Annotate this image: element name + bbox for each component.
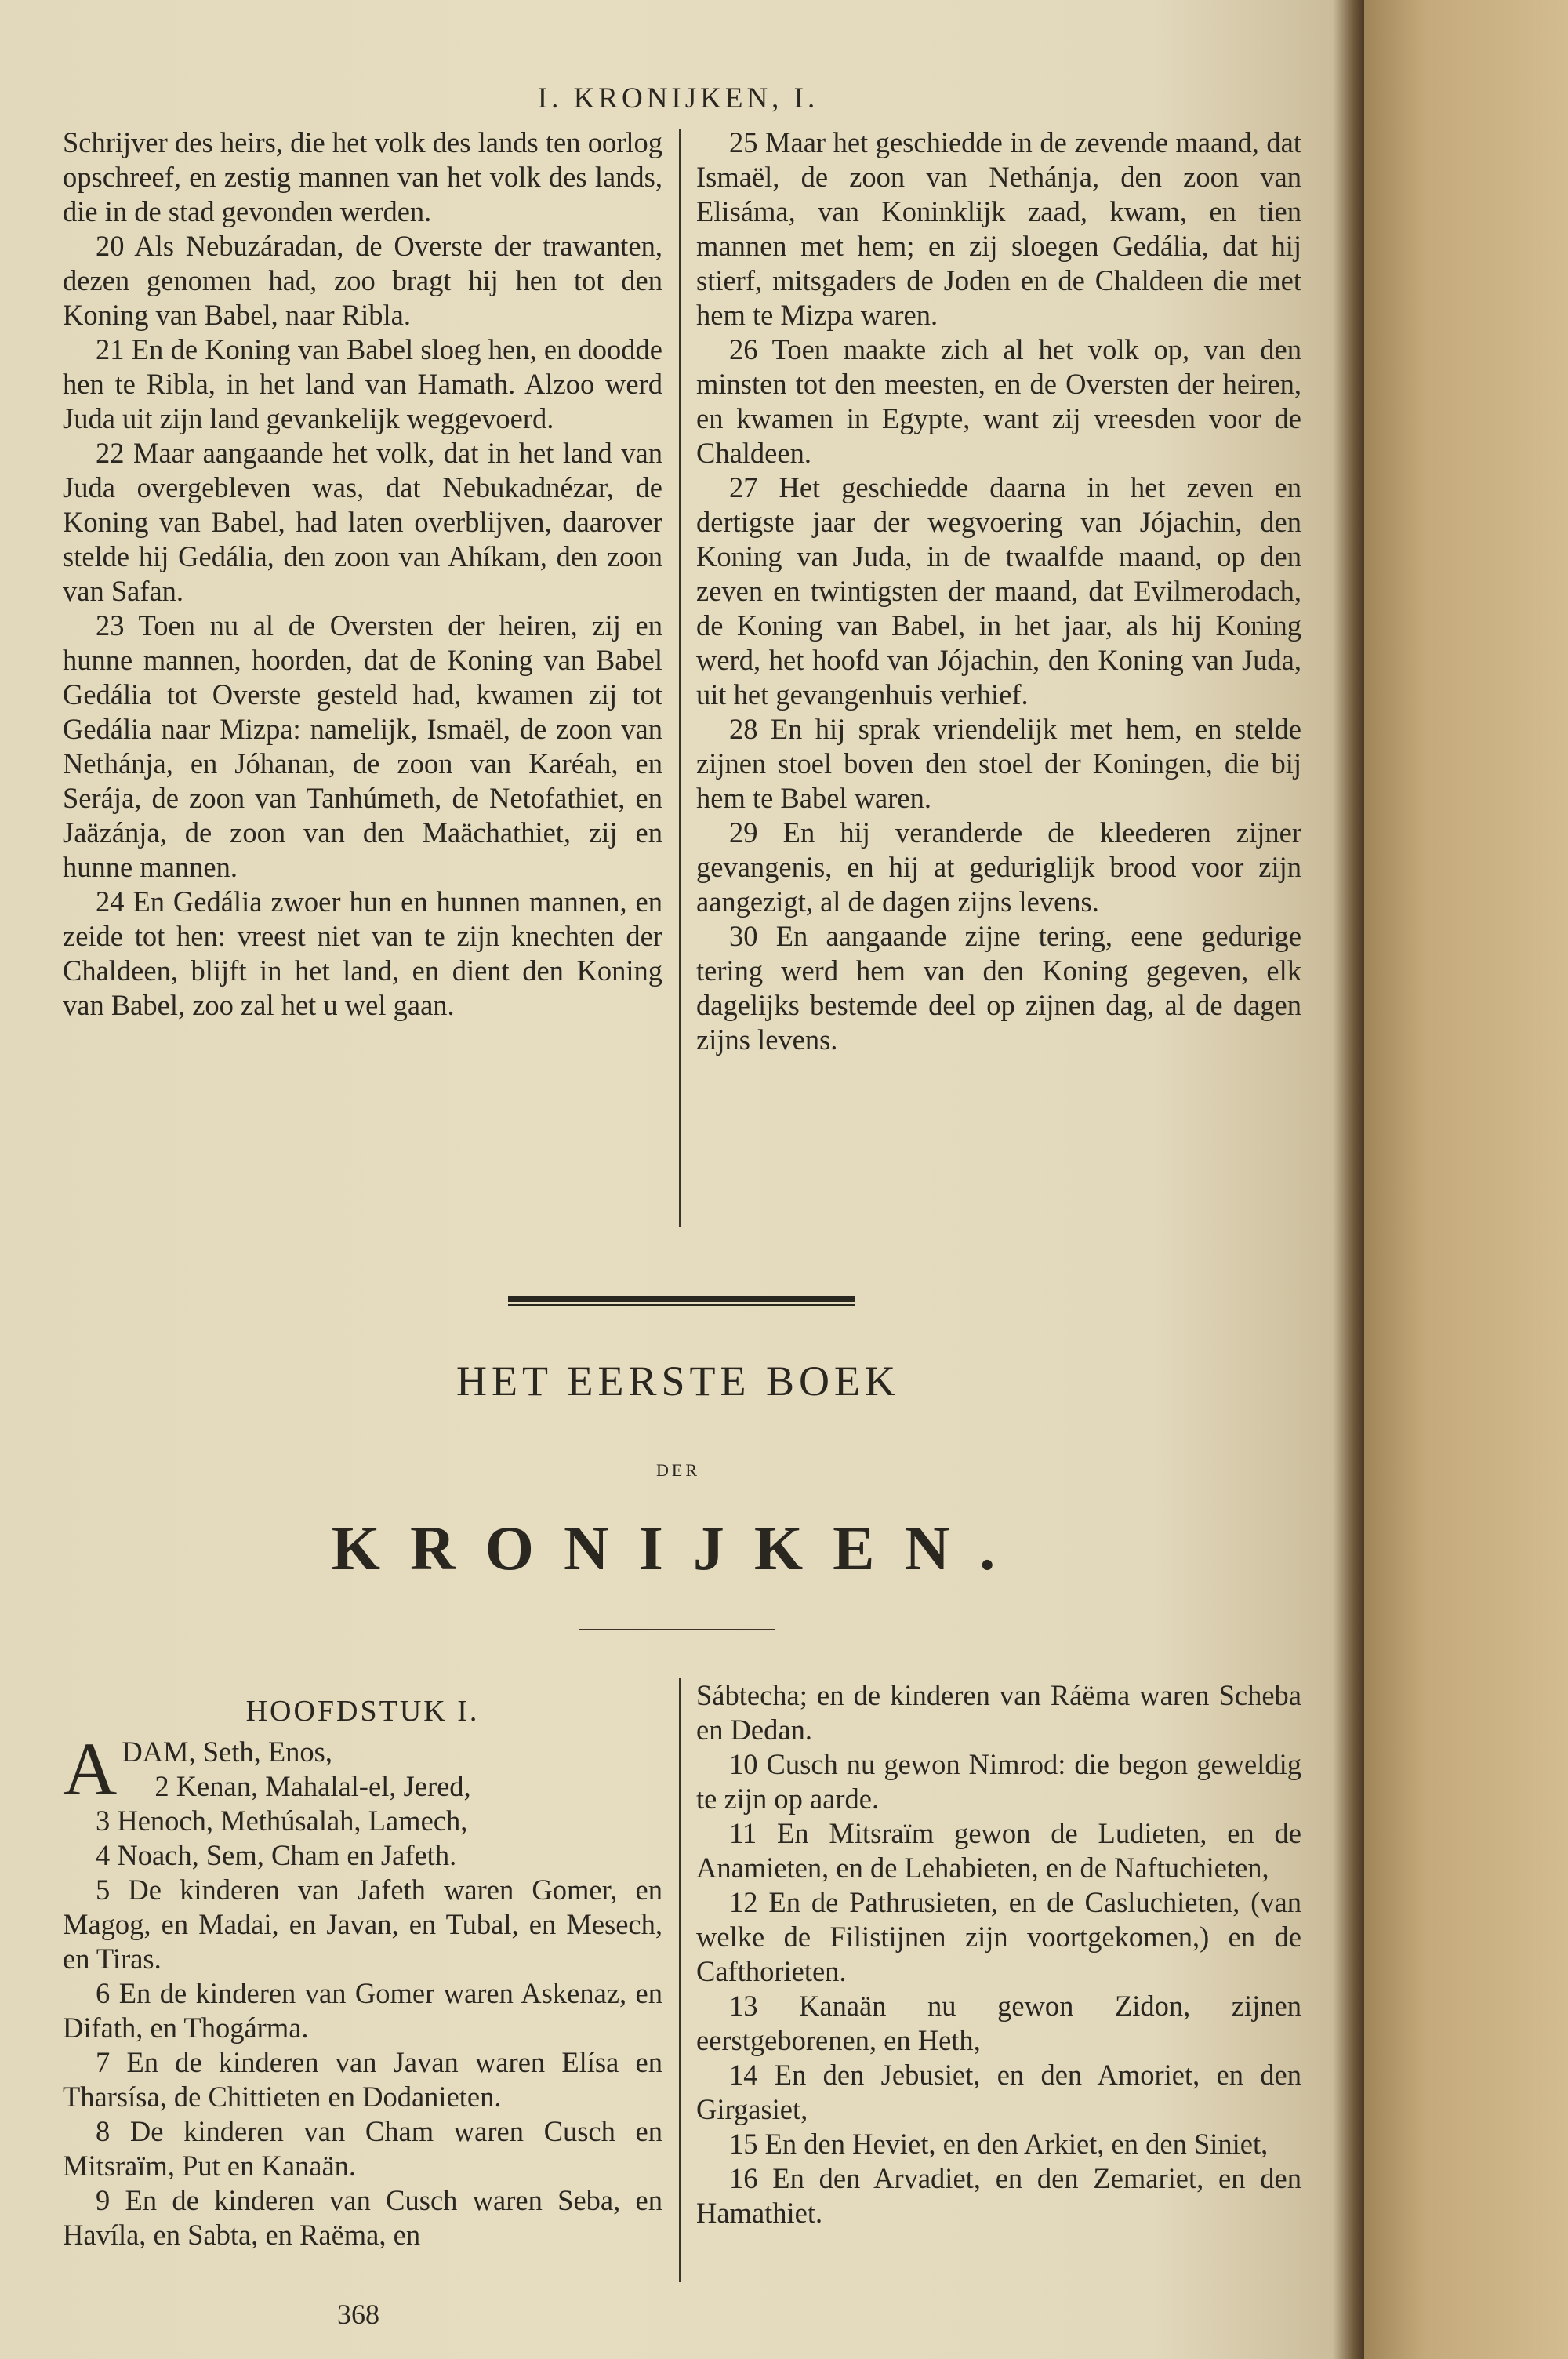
- verse-paragraph: 6 En de kinderen van Gomer waren Askenaz, en Difath, en Thogárma.: [63, 1977, 662, 2044]
- bottom-right-column: [696, 1678, 1301, 2230]
- verse-paragraph: 16 En den Arvadiet, en den Zemariet, en den Hamathiet.: [696, 2162, 1301, 2229]
- verse-paragraph: Schrijver des heirs, die het volk des lands ten oorlog opschreef, en zestig mannen van het volk des lands, die in de stad gevonden werden.: [63, 126, 662, 227]
- page-gutter-shadow: [1333, 0, 1364, 2359]
- ornamental-rule-thick: [508, 1296, 855, 1302]
- running-head: I. KRONIJKEN, I.: [537, 82, 819, 114]
- first-verse-text: DAM, Seth, Enos,: [122, 1736, 333, 1768]
- verse-paragraph: 9 En de kinderen van Cusch waren Seba, en Havíla, en Sabta, en Raëma, en: [63, 2184, 662, 2251]
- column-divider: [679, 1678, 681, 2282]
- verse-paragraph: 21 En de Koning van Babel sloeg hen, en doodde hen te Ribla, in het land van Hamath. Alzoo werd Juda uit zijn land gevankelijk weggevoerd.: [63, 333, 662, 434]
- verse-paragraph: 2 Kenan, Mahalal-el, Jered,: [154, 1770, 471, 1802]
- verse-paragraph: 29 En hij veranderde de kleederen zijner gevangenis, en hij at geduriglijk brood voor zijn aangezigt, al de dagen zijns levens.: [696, 816, 1301, 918]
- verse-paragraph: 4 Noach, Sem, Cham en Jafeth.: [96, 1839, 457, 1871]
- verse-paragraph: 3 Henoch, Methúsalah, Lamech,: [96, 1805, 468, 1837]
- verse-paragraph: 7 En de kinderen van Javan waren Elísa en Tharsísa, de Chittieten en Dodanieten.: [63, 2046, 662, 2113]
- verse-paragraph: 26 Toen maakte zich al het volk op, van den minsten tot den meesten, en de Oversten der heiren, en kwamen in Egypte, want zij vreesden voor de Chaldeen.: [696, 333, 1301, 469]
- title-rule: [579, 1629, 775, 1630]
- verse-paragraph: 8 De kinderen van Cham waren Cusch en Mitsraïm, Put en Kanaän.: [63, 2115, 662, 2182]
- chapter-heading: HOOFDSTUK I.: [245, 1695, 480, 1728]
- verse-paragraph: 12 En de Pathrusieten, en de Casluchieten, (van welke de Filistijnen zijn voortgekomen,) en de Cafthorieten.: [696, 1886, 1301, 1987]
- bottom-left-column: [63, 1678, 662, 2252]
- verse-paragraph: 25 Maar het geschiedde in de zevende maand, dat Ismaël, de zoon van Nethánja, den zoon van Elisáma, van Koninklijk zaad, kwam, en tien mannen met hem; en zij sloegen Gedália, dat hij stierf, mitsgaders de Joden en de Chaldeen die met hem te Mizpa waren.: [696, 126, 1301, 331]
- ornamental-rule-thin: [508, 1304, 855, 1306]
- verse-paragraph: 10 Cusch nu gewon Nimrod: die begon geweldig te zijn op aarde.: [696, 1748, 1301, 1815]
- verse-paragraph: 30 En aangaande zijne tering, eene gedurige tering werd hem van den Koning gegeven, elk dagelijks bestemde deel op zijnen dag, al de dagen zijns levens.: [696, 920, 1301, 1056]
- verse-paragraph: 27 Het geschiedde daarna in het zeven en dertigste jaar der wegvoering van Jójachin, den Koning van Juda, in de twaalfde maand, op den zeven en twintigsten der maand, dat Evilmerodach, de Koning van Babel, in het jaar, als hij Koning werd, het hoofd van Jójachin, den Koning van Juda, uit het gevangenhuis verhief.: [696, 471, 1301, 711]
- verse-paragraph: 14 En den Jebusiet, en den Amoriet, en den Girgasiet,: [696, 2059, 1301, 2125]
- adjacent-page: [1364, 0, 1568, 2359]
- verse-paragraph: 20 Als Nebuzáradan, de Overste der trawanten, dezen genomen had, zoo bragt hij hen tot den Koning van Babel, naar Ribla.: [63, 230, 662, 331]
- verse-paragraph: 24 En Gedália zwoer hun en hunnen mannen, en zeide tot hen: vreest niet van te zijn knechten der Chaldeen, blijft in het land, en dient den Koning van Babel, zoo zal het u wel gaan.: [63, 885, 662, 1021]
- column-divider: [679, 129, 681, 1227]
- verse-paragraph: 15 En den Heviet, en den Arkiet, en den Siniet,: [729, 2128, 1269, 2160]
- verse-paragraph: 23 Toen nu al de Oversten der heiren, zij en hunne mannen, hoorden, dat de Koning van Babel Gedália tot Overste gesteld had, kwamen zij tot Gedália naar Mizpa: namelijk, Ismaël, de zoon van Nethánja, en Jóhanan, de zoon van Karéah, en Serája, de zoon van Tanhúmeth, de Netofathiet, en Jaäzánja, de zoon van den Maächathiet, zij en hunne mannen.: [63, 609, 662, 883]
- top-left-column: [63, 125, 662, 1023]
- verse-paragraph: 5 De kinderen van Jafeth waren Gomer, en Magog, en Madai, en Javan, en Tubal, en Mesech, en Tiras.: [63, 1874, 662, 1975]
- verse-paragraph: Sábtecha; en de kinderen van Ráëma waren Scheba en Dedan.: [696, 1679, 1301, 1746]
- book-title-line-2: DER: [656, 1460, 700, 1480]
- book-title-line-1: HET EERSTE BOEK: [456, 1358, 900, 1405]
- top-right-column: [696, 125, 1301, 1057]
- verse-paragraph: 11 En Mitsraïm gewon de Ludieten, en de Anamieten, en de Lehabieten, en de Naftuchieten,: [696, 1817, 1301, 1884]
- page-number: 368: [337, 2299, 379, 2330]
- verse-paragraph: 13 Kanaän nu gewon Zidon, zijnen eerstgeborenen, en Heth,: [696, 1990, 1301, 2056]
- verse-paragraph: 28 En hij sprak vriendelijk met hem, en stelde zijnen stoel boven den stoel der Koningen, die bij hem te Babel waren.: [696, 713, 1301, 814]
- drop-cap: A: [63, 1727, 118, 1811]
- book-title-main: KRONIJKEN.: [331, 1514, 1025, 1583]
- verse-paragraph: 22 Maar aangaande het volk, dat in het land van Juda overgebleven was, dat Nebukadnézar, de Koning van Babel, had laten overblijven, daarover stelde hij Gedália, den zoon van Ahíkam, den zoon van Safan.: [63, 437, 662, 607]
